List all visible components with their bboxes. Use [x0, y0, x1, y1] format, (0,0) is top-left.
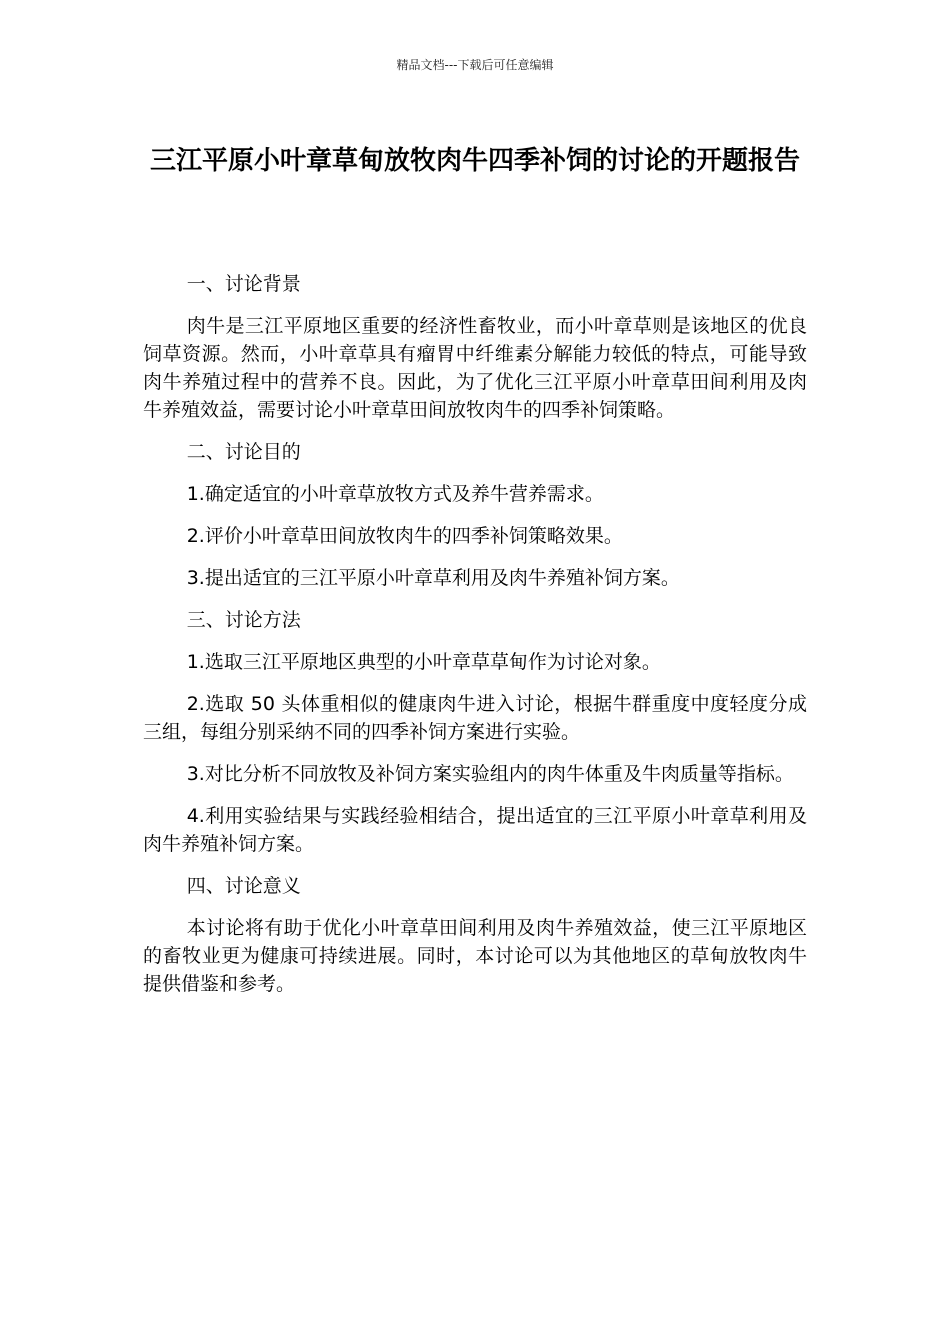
purpose-item: 1.确定适宜的小叶章草放牧方式及养牛营养需求。: [186, 483, 604, 505]
method-item: 3.对比分析不同放牧及补饲方案实验组内的肉牛体重及牛肉质量等指标。: [186, 763, 794, 785]
method-item: 2.选取 50 头体重相似的健康肉牛进入讨论，根据牛群重度中度轻度分成三组，每组分别采纳不同的四季补饲方案进行实验。: [143, 693, 807, 743]
background-paragraph: 肉牛是三江平原地区重要的经济性畜牧业，而小叶章草则是该地区的优良饲草资源。然而，小叶章草具有瘤胃中纤维素分解能力较低的特点，可能导致肉牛养殖过程中的营养不良。因此，为了优化三江平原小叶章草田间利用及肉牛养殖效益，需要讨论小叶章草田间放牧肉牛的四季补饲策略。: [143, 315, 807, 421]
section-heading-significance: 四、讨论意义: [186, 875, 301, 897]
significance-paragraph: 本讨论将有助于优化小叶章草田间利用及肉牛养殖效益，使三江平原地区的畜牧业更为健康可持续进展。同时，本讨论可以为其他地区的草甸放牧肉牛提供借鉴和参考。: [143, 917, 807, 995]
document-title: 三江平原小叶章草甸放牧肉牛四季补饲的讨论的开题报告: [149, 146, 800, 176]
purpose-item: 2.评价小叶章草田间放牧肉牛的四季补饲策略效果。: [186, 525, 623, 547]
section-heading-purpose: 二、讨论目的: [186, 441, 301, 463]
section-heading-background: 一、讨论背景: [186, 273, 301, 295]
method-item: 1.选取三江平原地区典型的小叶章草草甸作为讨论对象。: [186, 651, 661, 673]
method-item: 4.利用实验结果与实践经验相结合，提出适宜的三江平原小叶章草利用及肉牛养殖补饲方案。: [143, 805, 807, 855]
document-body: [143, 270, 807, 998]
header-note: 精品文档---下载后可任意编辑: [396, 58, 554, 72]
section-heading-method: 三、讨论方法: [186, 609, 301, 631]
purpose-item: 3.提出适宜的三江平原小叶章草利用及肉牛养殖补饲方案。: [186, 567, 680, 589]
